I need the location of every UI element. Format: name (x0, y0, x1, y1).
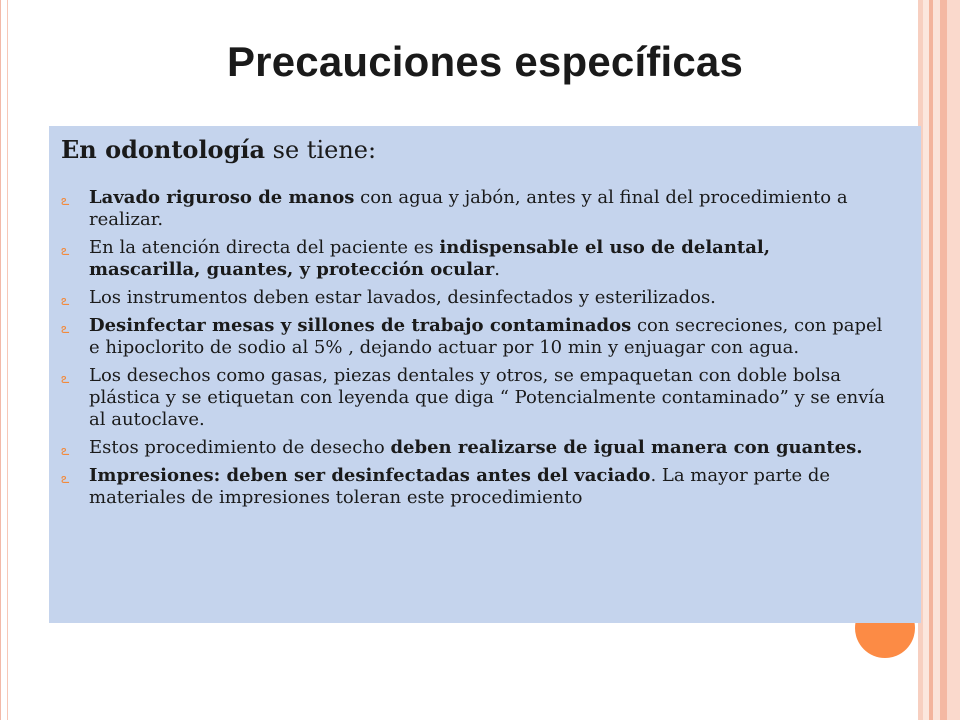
list-item (61, 365, 887, 431)
list-item (61, 187, 887, 231)
right-decorative-border (918, 0, 960, 720)
intro-line (61, 136, 887, 165)
bullet-icon: ఽ (61, 192, 70, 209)
list-item (61, 465, 887, 509)
bullet-text: . La mayor parte de materiales de impresiones toleran este procedimiento (89, 464, 831, 508)
bullet-icon: ఽ (61, 442, 70, 459)
list-item (61, 287, 887, 309)
intro-rest: se tiene: (265, 136, 377, 164)
bullet-text: con agua y jabón, antes y al final del procedimiento a realizar. (89, 186, 848, 230)
bullet-bold-text: Lavado riguroso de manos (89, 186, 355, 208)
bullet-text: Estos procedimiento de desecho (89, 436, 391, 458)
content-box (49, 126, 921, 623)
left-decorative-border (0, 0, 15, 720)
bullet-text: con secreciones, con papel e hipoclorito de sodio al 5% , dejando actuar por 10 min y enjuagar con agua. (89, 314, 883, 358)
bullet-text: En la atención directa del paciente es (89, 236, 440, 258)
bullet-icon: ఽ (61, 242, 70, 259)
bullet-icon: ఽ (61, 320, 70, 337)
bullet-icon: ఽ (61, 370, 70, 387)
bullet-text: Los instrumentos deben estar lavados, desinfectados y esterilizados. (89, 286, 716, 308)
bullet-bold-text: indispensable el uso de delantal, mascarilla, guantes, y protección ocular (89, 236, 770, 280)
bullet-bold-text: deben realizarse de igual manera con guantes. (390, 436, 863, 458)
bullet-text: . (494, 258, 500, 280)
list-item (61, 237, 887, 281)
bullet-list (61, 187, 887, 509)
bullet-text: Los desechos como gasas, piezas dentales y otros, se empaquetan con doble bolsa plástica y se etiquetan con leyenda que diga “ Potencialmente contaminado” y se envía al autoclave. (89, 364, 885, 430)
intro-bold: En odontología (61, 135, 266, 164)
bullet-bold-text: Desinfectar mesas y sillones de trabajo contaminados (89, 314, 632, 336)
bullet-bold-text: Impresiones: deben ser desinfectadas antes del vaciado (89, 464, 651, 486)
bullet-icon: ఽ (61, 470, 70, 487)
list-item (61, 437, 887, 459)
list-item (61, 315, 887, 359)
bullet-icon: ఽ (61, 292, 70, 309)
slide-title: Precauciones específicas (226, 38, 744, 85)
